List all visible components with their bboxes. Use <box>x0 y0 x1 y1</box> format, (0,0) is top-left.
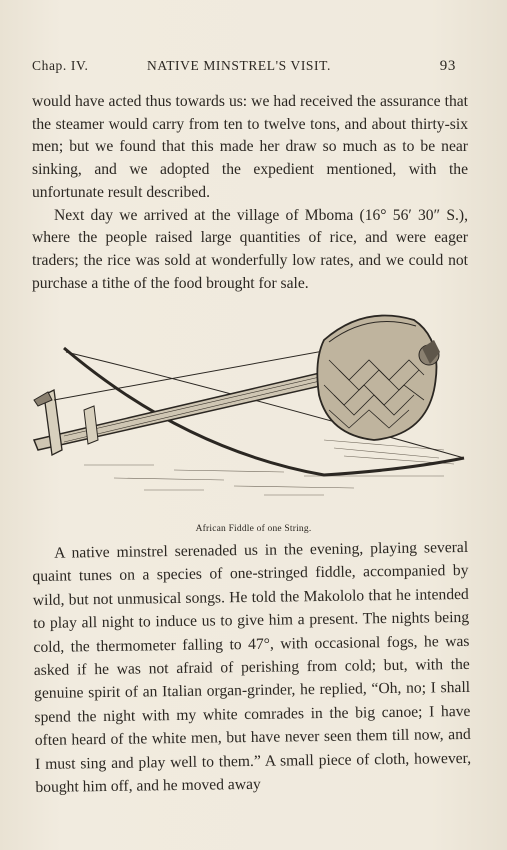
bottom-text-block <box>32 536 472 800</box>
figure-caption: African Fiddle of one String. <box>195 524 312 534</box>
running-title: NATIVE MINSTREL'S VISIT. <box>147 58 331 73</box>
gourd-body <box>317 316 436 441</box>
top-text-block <box>32 91 468 295</box>
continued-paragraph: would have acted thus towards us: we had received the assurance that the steamer would carry from ten to twelve tons, and about thirty-six men; but we found that this made her draw so much as to be near sinking, and we adopted the expedient mentioned, with the unfortunate result described. <box>32 93 468 201</box>
minstrel-paragraph: A native minstrel serenaded us in the evening, playing several quaint tunes on a species of one-stringed fiddle, accompanied by wild, but not unmusical songs. He told the Makololo that he intended to play all night to induce us to give him a present. The nights being cold, the thermometer falling to 47°, with occasional fogs, he was asked if he was not afraid of perishing from cold; but, with the genuine spirit of an Italian organ-grinder, he replied, “Oh, no; I shall spend the night with my white comrades in the big canoe; I have often heard of the white men, but have never seen them till now, and I must sing and play well to them.” A small piece of cloth, however, bought him off, and he moved away <box>32 538 472 797</box>
page-number: 93 <box>439 58 456 74</box>
mboma-paragraph: Next day we arrived at the village of Mboma (16° 56′ 30″ S.), where the people raised large quantities of rice, and were eager traders; the rice was sold at wonderfully low rates, and we could not purchase a tithe of the food brought for sale. <box>32 206 468 292</box>
fiddle-illustration <box>24 300 474 510</box>
running-header <box>32 58 456 78</box>
chapter-label: Chap. IV. <box>32 58 89 73</box>
